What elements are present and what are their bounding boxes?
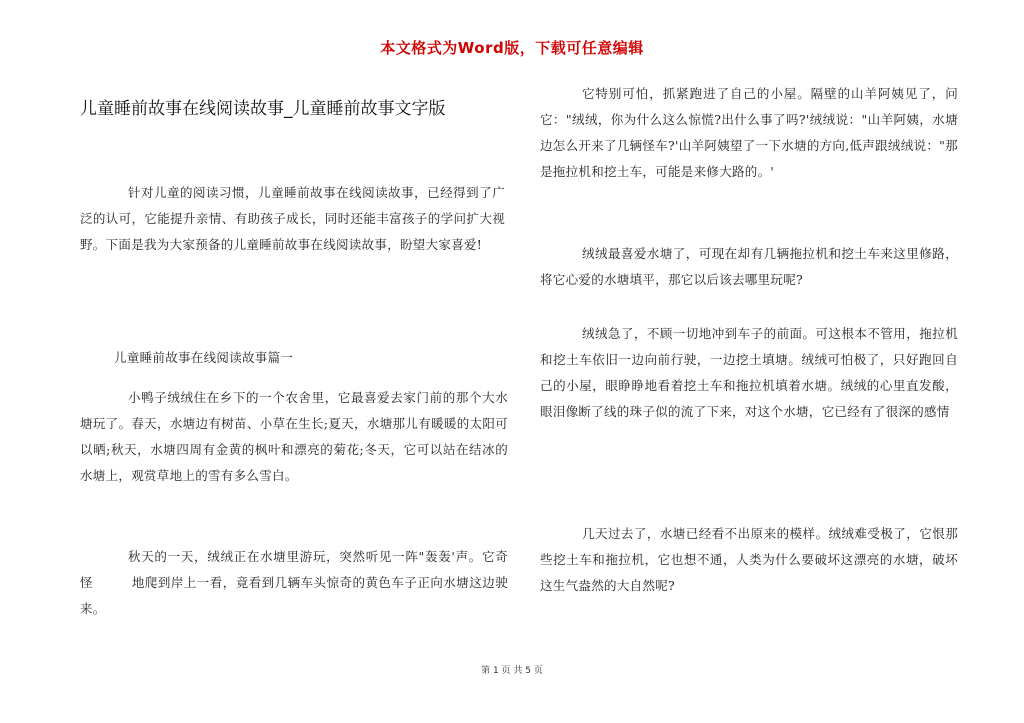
page-title: 儿童睡前故事在线阅读故事_儿童睡前故事文字版 bbox=[80, 99, 446, 119]
intro-paragraph: 针对儿童的阅读习惯，儿童睡前故事在线阅读故事，已经得到了广泛的认可，它能提升亲情、有助孩子成长，同时还能丰富孩子的学问扩大视野。下面是我为大家预备的儿童睡前故事在线阅读故事，盼望大家喜爱! bbox=[80, 185, 505, 252]
story-paragraph-5: 绒绒急了，不顾一切地冲到车子的前面。可这根本不管用，拖拉机和挖土车依旧一边向前行驶，一边挖土填塘。绒绒可怕极了，只好跑回自己的小屋，眼睁睁地看着挖土车和拖拉机填着水塘。绒绒的心里直发酸，眼泪像断了线的珠子似的流了下来，对这个水塘，它已经有了很深的感情 bbox=[540, 326, 958, 419]
page-number-footer: 第 1 页 共 5 页 bbox=[481, 666, 543, 676]
story-paragraph-1: 小鸭子绒绒住在乡下的一个农舍里，它最喜爱去家门前的那个大水塘玩了。春天，水塘边有树苗、小草在生长;夏天，水塘那儿有暖暖的太阳可以晒;秋天，水塘四周有金黄的枫叶和漂亮的菊花;冬天，它可以站在结冰的水塘上，观赏草地上的雪有多么雪白。 bbox=[80, 390, 508, 483]
story-paragraph-2: 秋天的一天，绒绒正在水塘里游玩，突然听见一阵"轰轰'声。它奇怪 地爬到岸上一看，竟看到几辆车头惊奇的黄色车子正向水塘这边驶来。 bbox=[80, 549, 508, 616]
story-paragraph-3: 它特别可怕，抓紧跑进了自己的小屋。隔壁的山羊阿姨见了，问它："绒绒，你为什么这么惊慌?出什么事了吗?'绒绒说："山羊阿姨，水塘边怎么开来了几辆怪车?'山羊阿姨望了一下水塘的方向,低声跟绒绒说："那是拖拉机和挖土车，可能是来修大路的。' bbox=[540, 86, 958, 179]
story-paragraph-4: 绒绒最喜爱水塘了，可现在却有几辆拖拉机和挖土车来这里修路，将它心爱的水塘填平，那它以后该去哪里玩呢? bbox=[540, 246, 958, 287]
story-paragraph-6: 几天过去了，水塘已经看不出原来的模样。绒绒难受极了，它恨那些挖土车和拖拉机，它也想不通，人类为什么要破坏这漂亮的水塘，破坏这生气盎然的大自然呢? bbox=[540, 526, 958, 593]
edit-notice-banner: 本文格式为Word版，下载可任意编辑 bbox=[380, 39, 644, 57]
section-heading: 儿童睡前故事在线阅读故事篇一 bbox=[114, 350, 294, 365]
